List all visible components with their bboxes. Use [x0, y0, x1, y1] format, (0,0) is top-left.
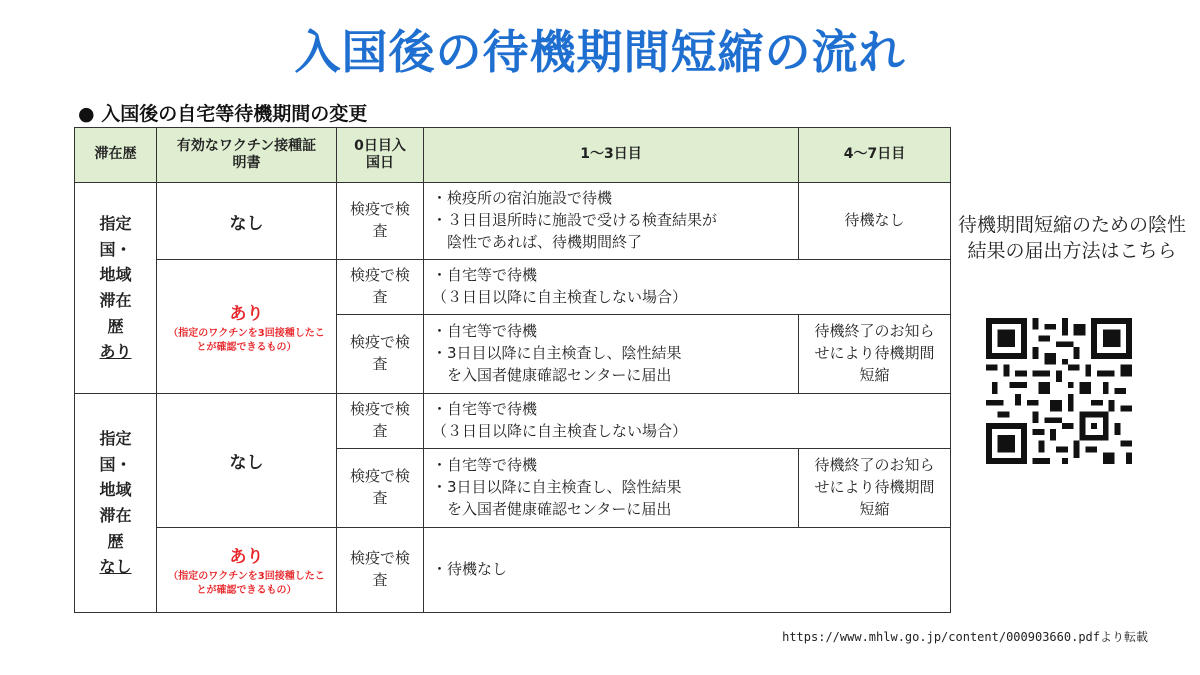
header-day1-3: 1～3日目: [424, 128, 799, 183]
day4-7-cell: [799, 315, 951, 394]
header-day0-label: 0日目入国日: [354, 137, 406, 171]
day4-7-cell: [799, 449, 951, 528]
day1-7-cell: [424, 528, 951, 613]
region-line: 指定: [99, 429, 132, 449]
section-subtitle: ● 入国後の自宅等待機期間の変更: [78, 103, 368, 125]
vaccine-yes-cell: [157, 528, 337, 613]
desc-line: （３日目以降に自主検査しない場合）: [432, 422, 688, 440]
region-line: 地域: [99, 480, 132, 500]
day1-7-cell: [424, 394, 951, 449]
desc-line: ・自宅等で待機: [432, 400, 538, 419]
region-line: 指定: [99, 214, 132, 234]
vaccine-yes-cell: [157, 260, 337, 394]
table-row: [75, 260, 951, 315]
header-day0: [337, 128, 424, 183]
desc-line: 陰性であれば、待機期間終了: [432, 232, 643, 251]
table-row: [75, 528, 951, 613]
day1-3-cell: [424, 449, 799, 528]
day0-cell: [337, 183, 424, 260]
header-day4-7: 4～7日目: [799, 128, 951, 183]
header-vaccine: [157, 128, 337, 183]
day4-7-text: 待機終了のお知らせにより待機期間短縮: [814, 456, 935, 518]
desc-line: ・３日目退所時に施設で受ける検査結果が: [432, 211, 718, 230]
day0-cell: [337, 315, 424, 394]
waiting-period-table: [74, 127, 951, 613]
day0-cell: [337, 394, 424, 449]
desc-line: ・3日目以降に自主検査し、陰性結果: [432, 344, 682, 363]
day0-text: 検疫で検査: [349, 400, 410, 440]
vaccine-none-cell: なし: [157, 183, 337, 260]
desc-line: ・自宅等で待機: [432, 456, 538, 475]
day1-3-cell: [424, 183, 799, 260]
desc-line: ・3日目以降に自主検査し、陰性結果: [432, 478, 682, 497]
desc-line: ・自宅等で待機: [432, 322, 538, 341]
region-status: あり: [99, 342, 132, 362]
day1-7-cell: [424, 260, 951, 315]
region-line: 歴: [107, 316, 124, 336]
region-line: 国・: [99, 454, 132, 474]
side-note: 待機期間短縮のための陰性結果の届出方法はこちら: [957, 214, 1186, 263]
region-line: 滞在: [99, 291, 132, 310]
vaccine-yes-label: あり: [229, 547, 264, 567]
qr-code-icon[interactable]: [986, 318, 1132, 464]
day4-7-cell: 待機なし: [799, 183, 951, 260]
desc-line: を入国者健康確認センターに届出: [432, 365, 672, 384]
desc-line: ・自宅等で待機: [432, 266, 538, 285]
day0-cell: [337, 260, 424, 315]
day0-text: 検疫で検査: [349, 333, 410, 373]
vaccine-yes-note: （指定のワクチンを3回接種したことが確認できるもの）: [168, 327, 325, 353]
day0-text: 検疫で検査: [349, 266, 410, 306]
source-credit: https://www.mhlw.go.jp/content/000903660.pdfより転載: [782, 630, 1148, 644]
region-line: 滞在: [99, 506, 132, 525]
day1-3-cell: [424, 315, 799, 394]
day0-text: 検疫で検査: [349, 549, 410, 589]
region-cell-yes: [75, 183, 157, 394]
table-row: [75, 394, 951, 449]
region-line: 国・: [99, 239, 132, 259]
day0-cell: [337, 528, 424, 613]
vaccine-yes-label: あり: [229, 303, 264, 324]
header-region: 滞在歴: [75, 128, 157, 183]
day0-text: 検疫で検査: [349, 200, 410, 240]
region-cell-no: [75, 394, 157, 613]
desc-line: （３日目以降に自主検査しない場合）: [432, 288, 688, 306]
region-status: なし: [99, 557, 132, 577]
day0-text: 検疫で検査: [349, 467, 410, 507]
region-line: 歴: [107, 531, 124, 551]
day0-cell: [337, 449, 424, 528]
desc-line: ・検疫所の宿泊施設で待機: [432, 189, 613, 208]
vaccine-yes-note: （指定のワクチンを3回接種したことが確認できるもの）: [168, 571, 325, 596]
region-line: 地域: [99, 265, 132, 285]
table-header-row: [75, 128, 951, 183]
desc-line: を入国者健康確認センターに届出: [432, 499, 672, 518]
page-title: 入国後の待機期間短縮の流れ: [294, 25, 906, 79]
header-vaccine-label: 有効なワクチン接種証明書: [176, 137, 317, 171]
day4-7-text: 待機終了のお知らせにより待機期間短縮: [814, 322, 935, 384]
desc-line: ・待機なし: [432, 560, 508, 579]
table-row: [75, 183, 951, 260]
vaccine-none-cell: なし: [157, 394, 337, 528]
